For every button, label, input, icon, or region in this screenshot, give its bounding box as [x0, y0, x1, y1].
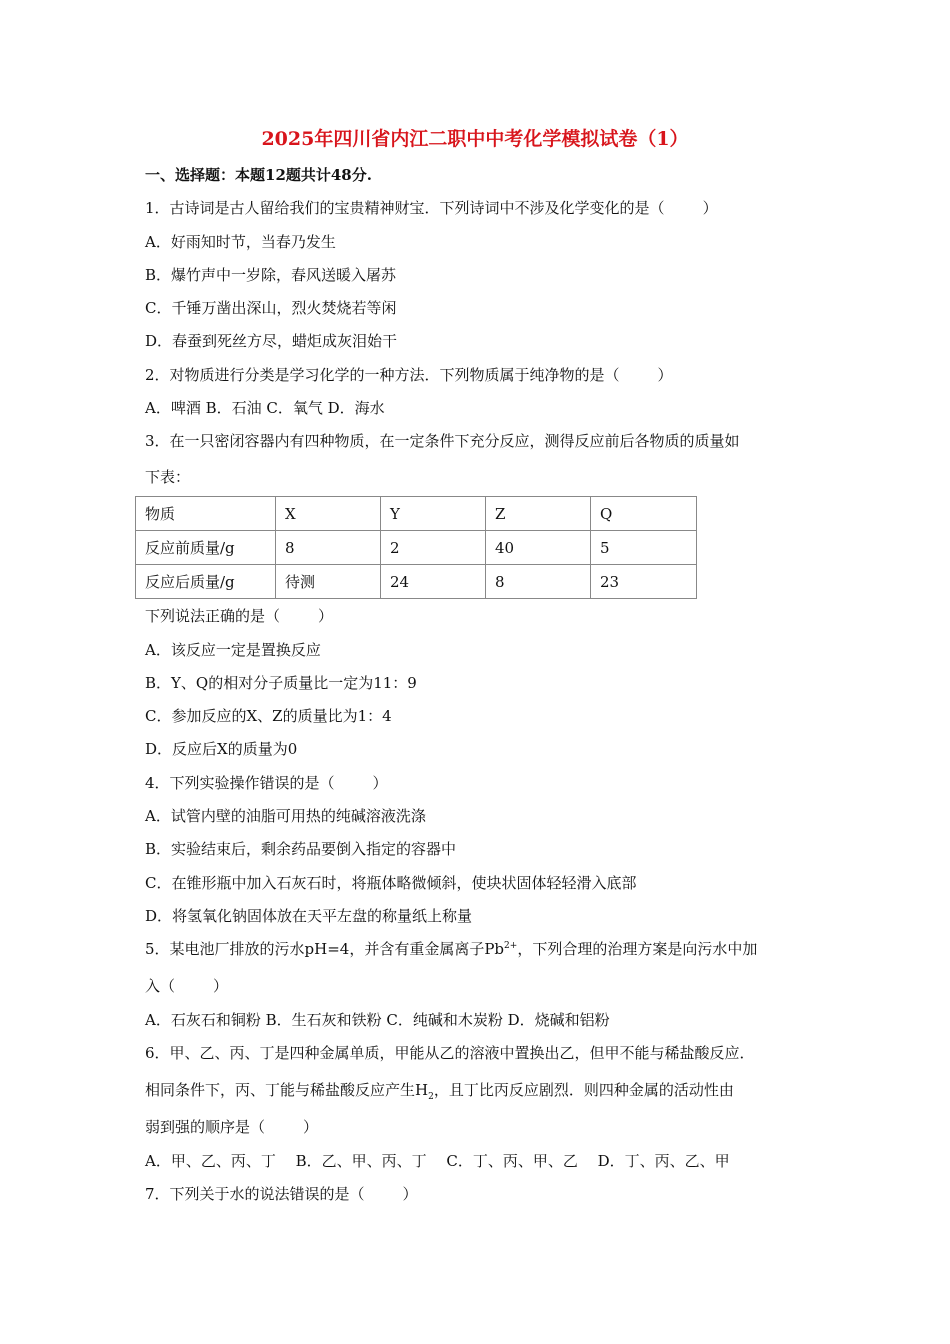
question-3-ask-text: 下列说法正确的是（: [145, 607, 281, 625]
hydrogen-subscript: 2: [428, 1092, 434, 1102]
question-6-stem-a: 相同条件下，丙、丁能与稀盐酸反应产生H: [145, 1081, 429, 1099]
question-2-options: A．啤酒 B．石油 C．氧气 D．海水: [145, 399, 385, 417]
question-3-stem-line1: 3．在一只密闭容器内有四种物质，在一定条件下充分反应，测得反应前后各物质的质量如: [145, 432, 740, 450]
table-row: [136, 531, 697, 565]
table-row: [136, 497, 697, 531]
question-3-option-d: D．反应后X的质量为0: [145, 740, 298, 758]
table-cell: 8: [276, 531, 381, 565]
question-2-stem: 2．对物质进行分类是学习化学的一种方法．下列物质属于纯净物的是（: [145, 366, 620, 384]
question-7: [145, 1183, 418, 1204]
question-5-stem-line1: [145, 938, 757, 959]
page-title: 2025年四川省内江二职中中考化学模拟试卷（1）: [261, 128, 689, 150]
question-5-stem-a: 5．某电池厂排放的污水pH=4，并含有重金属离子Pb: [145, 940, 505, 958]
question-5-stem-line2: [145, 975, 228, 996]
question-2-close: ）: [657, 366, 673, 384]
question-6-stem-line1: 6．甲、乙、丙、丁是四种金属单质，甲能从乙的溶液中置换出乙，但甲不能与稀盐酸反应．: [145, 1044, 755, 1062]
table-cell: 24: [381, 565, 486, 599]
question-3-ask: [145, 605, 333, 626]
table-cell: 5: [591, 531, 697, 565]
question-5-stem-b: ，下列合理的治理方案是向污水中加: [517, 940, 758, 958]
question-3-close: ）: [318, 607, 334, 625]
question-7-stem: 7．下列关于水的说法错误的是（: [145, 1185, 365, 1203]
question-1-stem: 1．古诗词是古人留给我们的宝贵精神财宝．下列诗词中不涉及化学变化的是（: [145, 199, 665, 217]
question-5-close: ）: [213, 977, 229, 995]
question-6-stem-b: ，且丁比丙反应剧烈．则四种金属的活动性由: [433, 1081, 734, 1099]
question-4-option-d: D．将氢氧化钠固体放在天平左盘的称量纸上称量: [145, 907, 473, 925]
question-3-option-b: B．Y、Q的相对分子质量比一定为11：9: [145, 674, 417, 692]
question-1-option-c: C．千锤万凿出深山，烈火焚烧若等闲: [145, 299, 397, 317]
question-6-stem-line2: [145, 1079, 734, 1102]
question-1: [145, 197, 718, 218]
table-cell: 反应前质量/g: [136, 531, 276, 565]
table-cell: Y: [381, 497, 486, 531]
question-4-option-b: B．实验结束后，剩余药品要倒入指定的容器中: [145, 840, 457, 858]
table-row: [136, 565, 697, 599]
question-5-options: A．石灰石和铜粉 B．生石灰和铁粉 C．纯碱和木炭粉 D．烧碱和铝粉: [145, 1011, 610, 1029]
table-cell: Q: [591, 497, 697, 531]
table-cell: 23: [591, 565, 697, 599]
mass-table: [135, 496, 697, 599]
question-6-stem-line3: [145, 1116, 318, 1137]
question-1-option-a: A．好雨知时节，当春乃发生: [145, 233, 336, 251]
table-cell: 40: [486, 531, 591, 565]
question-3-stem-line2: 下表：: [145, 468, 191, 486]
ion-charge: 2+: [504, 941, 518, 951]
question-6-options: A．甲、乙、丙、丁 B．乙、甲、丙、丁 C．丁、丙、甲、乙 D．丁、丙、乙、甲: [145, 1152, 730, 1170]
table-cell: X: [276, 497, 381, 531]
section-heading: 一、选择题：本题12题共计48分.: [145, 166, 372, 184]
question-1-option-b: B．爆竹声中一岁除，春风送暖入屠苏: [145, 266, 397, 284]
question-4-option-c: C．在锥形瓶中加入石灰石时，将瓶体略微倾斜，使块状固体轻轻滑入底部: [145, 874, 637, 892]
question-4: [145, 772, 388, 793]
question-6-close: ）: [303, 1118, 319, 1136]
table-cell: 反应后质量/g: [136, 565, 276, 599]
question-1-option-d: D．春蚕到死丝方尽，蜡炬成灰泪始干: [145, 332, 398, 350]
question-5-stem-c: 入（: [145, 977, 176, 995]
question-2: [145, 364, 673, 385]
question-1-close: ）: [702, 199, 718, 217]
question-3-option-c: C．参加反应的X、Z的质量比为1：4: [145, 707, 392, 725]
table-cell: 物质: [136, 497, 276, 531]
question-6-stem-c: 弱到强的顺序是（: [145, 1118, 266, 1136]
question-4-option-a: A．试管内壁的油脂可用热的纯碱溶液洗涤: [145, 807, 426, 825]
table-cell: Z: [486, 497, 591, 531]
table-cell: 8: [486, 565, 591, 599]
question-3-option-a: A．该反应一定是置换反应: [145, 641, 321, 659]
table-cell: 待测: [276, 565, 381, 599]
question-4-stem: 4．下列实验操作错误的是（: [145, 774, 335, 792]
question-7-close: ）: [402, 1185, 418, 1203]
table-cell: 2: [381, 531, 486, 565]
question-4-close: ）: [372, 774, 388, 792]
